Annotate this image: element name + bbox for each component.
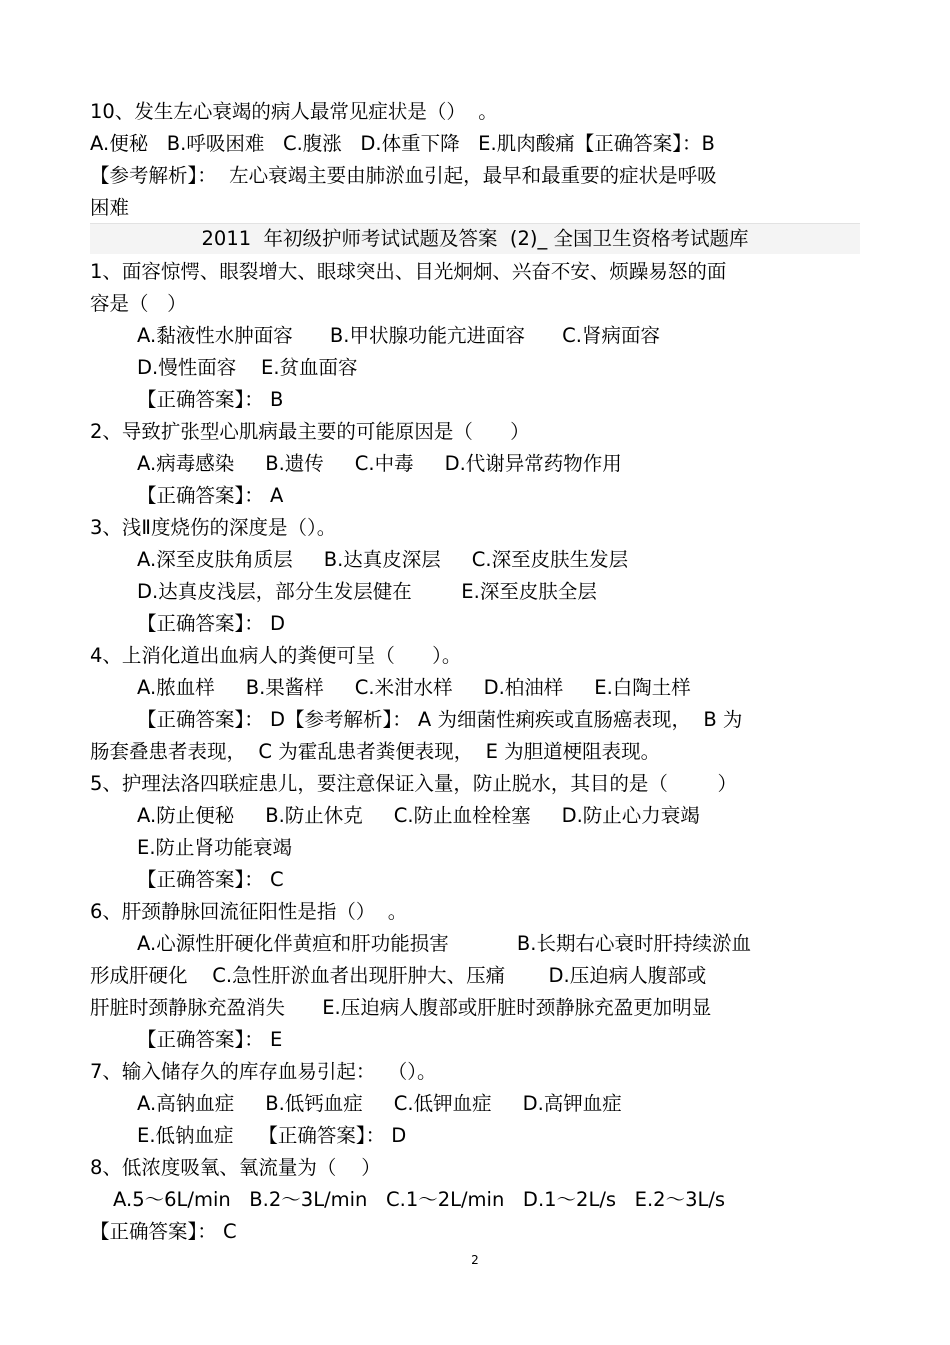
text-line: 容是（ ） — [90, 292, 187, 315]
text-line: 4、上消化道出血病人的粪便可呈（ ）。 — [90, 644, 462, 667]
text-line: A.高钠血症 B.低钙血症 C.低钾血症 D.高钾血症 — [137, 1092, 622, 1115]
text-line: 【正确答案】： A — [137, 484, 284, 507]
section-title: 2011 年初级护师考试试题及答案 (2)_ 全国卫生资格考试题库 — [201, 227, 749, 250]
text-line: 【正确答案】： C — [137, 868, 284, 891]
text-line: 形成肝硬化 C.急性肝淤血者出现肝肿大、压痛 D.压迫病人腹部或 — [90, 964, 707, 987]
text-line: 8、低浓度吸氧、氧流量为（ ） — [90, 1156, 381, 1179]
text-line: 5、护理法洛四联症患儿，要注意保证入量，防止脱水，其目的是（ ） — [90, 772, 737, 795]
text-line: 【正确答案】： D — [137, 612, 285, 635]
text-line: D.慢性面容 E.贫血面容 — [137, 356, 358, 379]
text-line: E.防止肾功能衰竭 — [137, 836, 293, 859]
text-line: A.病毒感染 B.遗传 C.中毒 D.代谢异常药物作用 — [137, 452, 622, 475]
page-number: 2 — [471, 1253, 479, 1267]
text-line: 肝脏时颈静脉充盈消失 E.压迫病人腹部或肝脏时颈静脉充盈更加明显 — [90, 996, 712, 1019]
text-line: A.便秘 B.呼吸困难 C.腹涨 D.体重下降 E.肌肉酸痛【正确答案】：B — [90, 132, 715, 155]
text-line: A.黏液性水肿面容 B.甲状腺功能亢进面容 C.肾病面容 — [137, 324, 660, 347]
text-line: 【正确答案】： C — [90, 1220, 237, 1243]
text-line: 2、导致扩张型心肌病最主要的可能原因是（ ） — [90, 420, 530, 443]
text-line: 困难 — [90, 196, 130, 219]
text-line: 【正确答案】： E — [137, 1028, 283, 1051]
text-line: E.低钠血症 【正确答案】： D — [137, 1124, 407, 1147]
text-line: A.深至皮肤角质层 B.达真皮深层 C.深至皮肤生发层 — [137, 548, 629, 571]
text-line: 6、肝颈静脉回流征阳性是指（） 。 — [90, 900, 408, 923]
text-line: 3、浅Ⅱ度烧伤的深度是（）。 — [90, 516, 337, 539]
text-line: A.5～6L/min B.2～3L/min C.1～2L/min D.1～2L/s E.2～3L/s — [113, 1188, 726, 1211]
text-line: 1、面容惊愕、眼裂增大、眼球突出、目光炯炯、兴奋不安、烦躁易怒的面 — [90, 260, 727, 283]
text-line: A.脓血样 B.果酱样 C.米泔水样 D.柏油样 E.白陶土样 — [137, 676, 691, 699]
text-line: 【正确答案】： D【参考解析】： A 为细菌性痢疾或直肠癌表现， B 为 — [137, 708, 743, 731]
text-line: A.防止便秘 B.防止休克 C.防止血栓栓塞 D.防止心力衰竭 — [137, 804, 700, 827]
text-line: 【参考解析】： 左心衰竭主要由肺淤血引起，最早和最重要的症状是呼吸 — [90, 164, 717, 187]
text-line: 7、输入储存久的库存血易引起： （）。 — [90, 1060, 437, 1083]
text-line: D.达真皮浅层，部分生发层健在 E.深至皮肤全层 — [137, 580, 597, 603]
text-line: 肠套叠患者表现， C 为霍乱患者粪便表现， E 为胆道梗阻表现。 — [90, 740, 661, 763]
text-line: 10、发生左心衰竭的病人最常见症状是（） 。 — [90, 100, 498, 123]
text-line: 【正确答案】： B — [137, 388, 284, 411]
text-line: A.心源性肝硬化伴黄疸和肝功能损害 B.长期右心衰时肝持续淤血 — [137, 932, 751, 955]
